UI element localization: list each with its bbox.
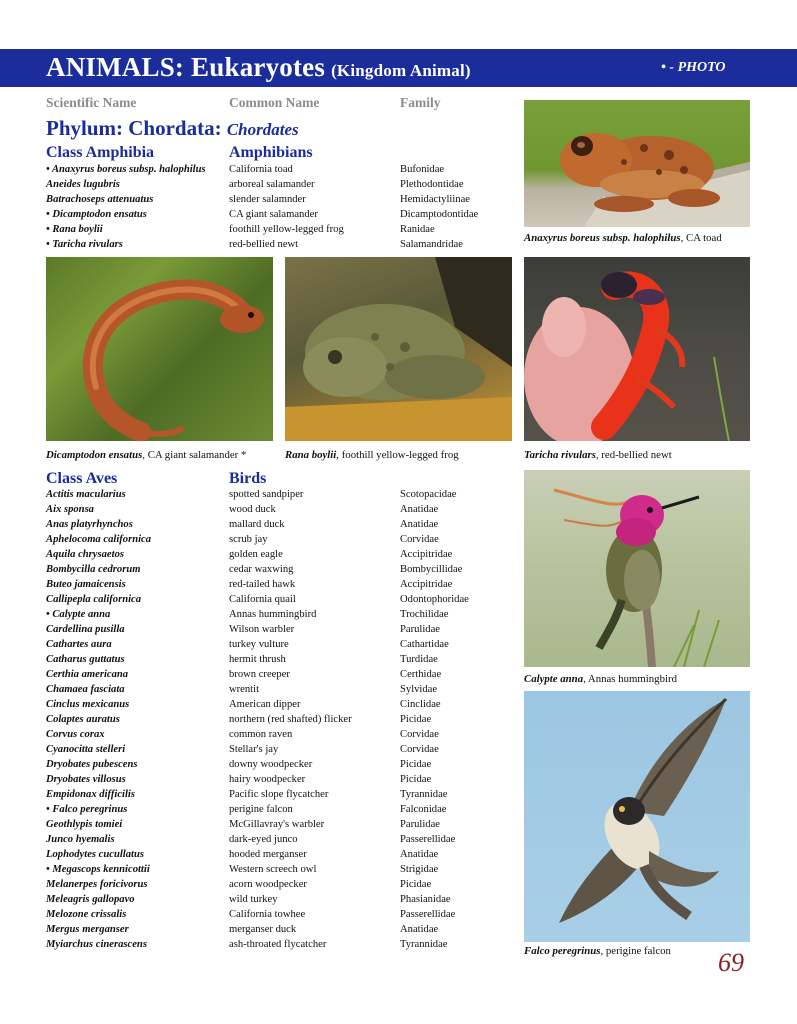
scientific-name: Bombycilla cedrorum — [46, 564, 141, 575]
common-name: slender salamnder — [229, 194, 306, 205]
common-name: northern (red shafted) flicker — [229, 714, 352, 725]
scientific-name: Anas platyrhynchos — [46, 519, 133, 530]
common-name: hairy woodpecker — [229, 774, 306, 785]
table-row — [0, 892, 520, 907]
scientific-name: Aix sponsa — [46, 504, 94, 515]
photo-peregrine-falcon — [524, 691, 750, 942]
table-row — [0, 592, 520, 607]
caption-sci: Anaxyrus boreus subsp. halophilus — [524, 232, 681, 244]
caption-common: , Annas hummingbird — [583, 673, 677, 685]
table-row — [0, 847, 520, 862]
table-row — [0, 787, 520, 802]
falcon-illustration — [524, 691, 750, 942]
common-name: McGillavray's warbler — [229, 819, 325, 830]
common-name: merganser duck — [229, 924, 297, 935]
family-name: Phasianidae — [400, 894, 451, 905]
family-name: Picidae — [400, 759, 432, 770]
common-name: Western screech owl — [229, 864, 317, 875]
table-row — [0, 652, 520, 667]
common-name: brown creeper — [229, 669, 290, 680]
common-name: foothill yellow-legged frog — [229, 224, 344, 235]
common-name: golden eagle — [229, 549, 283, 560]
scientific-name: Cathartes aura — [46, 639, 112, 650]
phylum-common: Chordates — [226, 120, 299, 139]
family-name: Anatidae — [400, 924, 439, 935]
scientific-name: • Rana boylii — [46, 224, 103, 235]
common-name: ash-throated flycatcher — [229, 939, 327, 950]
caption-toad — [524, 232, 722, 244]
caption-salamander — [46, 449, 246, 461]
table-row — [0, 862, 520, 877]
scientific-name: Cinclus mexicanus — [46, 699, 130, 710]
hummingbird-illustration — [524, 470, 750, 667]
family-name: Passerellidae — [400, 909, 456, 920]
phylum-name: Phylum: Chordata: — [46, 116, 222, 140]
scientific-name: Actitis macularius — [46, 489, 126, 500]
scientific-name: Geothlypis tomiei — [46, 819, 123, 830]
common-name: hooded merganser — [229, 849, 307, 860]
common-name: Annas hummingbird — [229, 609, 317, 620]
scientific-name: Catharus guttatus — [46, 654, 125, 665]
table-row — [0, 517, 520, 532]
caption-falcon — [524, 945, 671, 957]
caption-common: , red-bellied newt — [595, 449, 672, 461]
scientific-name: Cyanocitta stelleri — [46, 744, 126, 755]
column-header-scientific: Scientific Name — [46, 95, 137, 110]
table-row — [0, 222, 520, 237]
scientific-name: Dryobates pubescens — [46, 759, 138, 770]
common-name: wood duck — [229, 504, 276, 515]
family-name: Trochilidae — [400, 609, 449, 620]
family-name: Picidae — [400, 714, 432, 725]
common-name: Pacific slope flycatcher — [229, 789, 329, 800]
common-name: California towhee — [229, 909, 306, 920]
table-row — [0, 532, 520, 547]
family-name: Corvidae — [400, 744, 439, 755]
newt-illustration — [524, 257, 750, 441]
table-row — [0, 162, 520, 177]
common-name: arboreal salamander — [229, 179, 315, 190]
scientific-name: Chamaea fasciata — [46, 684, 125, 695]
caption-common: , CA giant salamander * — [142, 449, 247, 461]
common-name: hermit thrush — [229, 654, 286, 665]
scientific-name: Aquila chrysaetos — [46, 549, 124, 560]
common-name: spotted sandpiper — [229, 489, 304, 500]
caption-sci: Calypte anna — [524, 673, 584, 685]
scientific-name: • Dicamptodon ensatus — [46, 209, 147, 220]
caption-sci: Dicamptodon ensatus — [46, 449, 143, 461]
table-row — [0, 502, 520, 517]
common-name: California quail — [229, 594, 296, 605]
aves-table — [0, 487, 520, 952]
page-number: 69 — [718, 948, 744, 977]
scientific-name: Aneides lugubris — [46, 179, 120, 190]
class-amphibia-heading: Class Amphibia — [46, 144, 155, 161]
frog-illustration — [285, 257, 512, 441]
common-name: Stellar's jay — [229, 744, 279, 755]
table-row — [0, 487, 520, 502]
table-row — [0, 877, 520, 892]
family-name: Cinclidae — [400, 699, 441, 710]
caption-sci: Taricha rivulars — [524, 449, 596, 461]
common-name: red-tailed hawk — [229, 579, 296, 590]
scientific-name: Cardellina pusilla — [46, 624, 125, 635]
common-name: perigine falcon — [229, 804, 293, 815]
common-name: turkey vulture — [229, 639, 289, 650]
table-row — [0, 922, 520, 937]
table-row — [0, 237, 520, 252]
photo-red-bellied-newt — [524, 257, 750, 441]
common-name: American dipper — [229, 699, 301, 710]
family-name: Parulidae — [400, 819, 441, 830]
common-name: red-bellied newt — [229, 239, 299, 250]
table-row — [0, 682, 520, 697]
photo-legend: • - PHOTO — [661, 60, 726, 75]
common-name: California toad — [229, 164, 293, 175]
table-row — [0, 562, 520, 577]
photo-giant-salamander — [46, 257, 273, 441]
family-name: Hemidactyliinae — [400, 194, 471, 205]
page-title — [46, 52, 471, 83]
caption-common: , perigine falcon — [600, 945, 671, 957]
scientific-name: Melozone crissalis — [46, 909, 127, 920]
common-name: wild turkey — [229, 894, 278, 905]
amphibia-table — [0, 162, 520, 252]
scientific-name: Meleagris gallopavo — [46, 894, 135, 905]
family-name: Strigidae — [400, 864, 439, 875]
table-row — [0, 667, 520, 682]
photo-yellow-legged-frog — [285, 257, 512, 441]
family-name: Odontophoridae — [400, 594, 469, 605]
family-name: Tyrannidae — [400, 789, 448, 800]
caption-frog — [285, 449, 459, 461]
family-name: Anatidae — [400, 504, 439, 515]
scientific-name: Empidonax difficilis — [46, 789, 135, 800]
family-name: Bufonidae — [400, 164, 445, 175]
table-row — [0, 697, 520, 712]
birds-heading: Birds — [229, 470, 267, 487]
column-header-family: Family — [400, 95, 441, 110]
family-name: Parulidae — [400, 624, 441, 635]
common-name: mallard duck — [229, 519, 285, 530]
scientific-name: Buteo jamaicensis — [46, 579, 126, 590]
scientific-name: • Falco peregrinus — [46, 804, 128, 815]
family-name: Falconidae — [400, 804, 447, 815]
family-name: Bombycillidae — [400, 564, 463, 575]
table-row — [0, 207, 520, 222]
scientific-name: Certhia americana — [46, 669, 129, 680]
family-name: Scotopacidae — [400, 489, 457, 500]
table-row — [0, 727, 520, 742]
common-name: CA giant salamander — [229, 209, 318, 220]
scientific-name: Batrachoseps attenuatus — [46, 194, 154, 205]
family-name: Accipitridae — [400, 549, 453, 560]
family-name: Sylvidae — [400, 684, 438, 695]
scientific-name: Aphelocoma californica — [46, 534, 152, 545]
common-name: scrub jay — [229, 534, 268, 545]
family-name: Corvidae — [400, 729, 439, 740]
scientific-name: • Megascops kennicottii — [46, 864, 150, 875]
family-name: Corvidae — [400, 534, 439, 545]
table-row — [0, 712, 520, 727]
scientific-name: Colaptes auratus — [46, 714, 120, 725]
title-text: ANIMALS: Eukaryotes — [46, 52, 326, 82]
common-name: downy woodpecker — [229, 759, 313, 770]
title-subtitle: (Kingdom Animal) — [331, 61, 471, 80]
scientific-name: • Taricha rivulars — [46, 239, 123, 250]
family-name: Salamandridae — [400, 239, 463, 250]
scientific-name: Callipepla californica — [46, 594, 142, 605]
table-row — [0, 192, 520, 207]
table-row — [0, 547, 520, 562]
family-name: Passerellidae — [400, 834, 456, 845]
table-row — [0, 937, 520, 952]
table-row — [0, 832, 520, 847]
common-name: Wilson warbler — [229, 624, 295, 635]
family-name: Accipitridae — [400, 579, 453, 590]
family-name: Plethodontidae — [400, 179, 464, 190]
class-aves-heading: Class Aves — [46, 470, 118, 487]
scientific-name: Junco hyemalis — [46, 834, 115, 845]
table-row — [0, 772, 520, 787]
table-row — [0, 607, 520, 622]
caption-sci: Rana boylii — [285, 449, 337, 461]
caption-hummingbird — [524, 673, 677, 685]
scientific-name: Myiarchus cinerascens — [46, 939, 147, 950]
caption-sci: Falco peregrinus — [524, 945, 601, 957]
scientific-name: Lophodytes cucullatus — [46, 849, 144, 860]
table-row — [0, 817, 520, 832]
scientific-name: • Anaxyrus boreus subsp. halophilus — [46, 164, 206, 175]
family-name: Dicamptodontidae — [400, 209, 479, 220]
caption-common: , foothill yellow-legged frog — [336, 449, 459, 461]
common-name: dark-eyed junco — [229, 834, 298, 845]
photo-california-toad — [524, 100, 750, 227]
scientific-name: • Calypte anna — [46, 609, 111, 620]
family-name: Certhidae — [400, 669, 442, 680]
family-name: Turdidae — [400, 654, 438, 665]
common-name: common raven — [229, 729, 293, 740]
common-name: acorn woodpecker — [229, 879, 307, 890]
scientific-name: Melanerpes foricivorus — [46, 879, 148, 890]
phylum-heading — [46, 116, 299, 141]
common-name: cedar waxwing — [229, 564, 294, 575]
table-row — [0, 742, 520, 757]
family-name: Anatidae — [400, 519, 439, 530]
toad-illustration — [524, 100, 750, 227]
family-name: Cathartidae — [400, 639, 449, 650]
column-header-common: Common Name — [229, 95, 320, 110]
amphibians-heading: Amphibians — [229, 144, 313, 161]
common-name: wrentit — [229, 684, 260, 695]
family-name: Anatidae — [400, 849, 439, 860]
title-banner — [0, 49, 797, 87]
table-row — [0, 637, 520, 652]
table-row — [0, 577, 520, 592]
family-name: Picidae — [400, 879, 432, 890]
table-row — [0, 177, 520, 192]
caption-newt — [524, 449, 672, 461]
caption-common: , CA toad — [680, 232, 722, 244]
salamander-illustration — [46, 257, 273, 441]
scientific-name: Mergus merganser — [46, 924, 129, 935]
table-row — [0, 802, 520, 817]
family-name: Tyrannidae — [400, 939, 448, 950]
family-name: Ranidae — [400, 224, 435, 235]
table-row — [0, 622, 520, 637]
table-row — [0, 907, 520, 922]
table-row — [0, 757, 520, 772]
scientific-name: Dryobates villosus — [46, 774, 126, 785]
scientific-name: Corvus corax — [46, 729, 105, 740]
photo-annas-hummingbird — [524, 470, 750, 667]
family-name: Picidae — [400, 774, 432, 785]
